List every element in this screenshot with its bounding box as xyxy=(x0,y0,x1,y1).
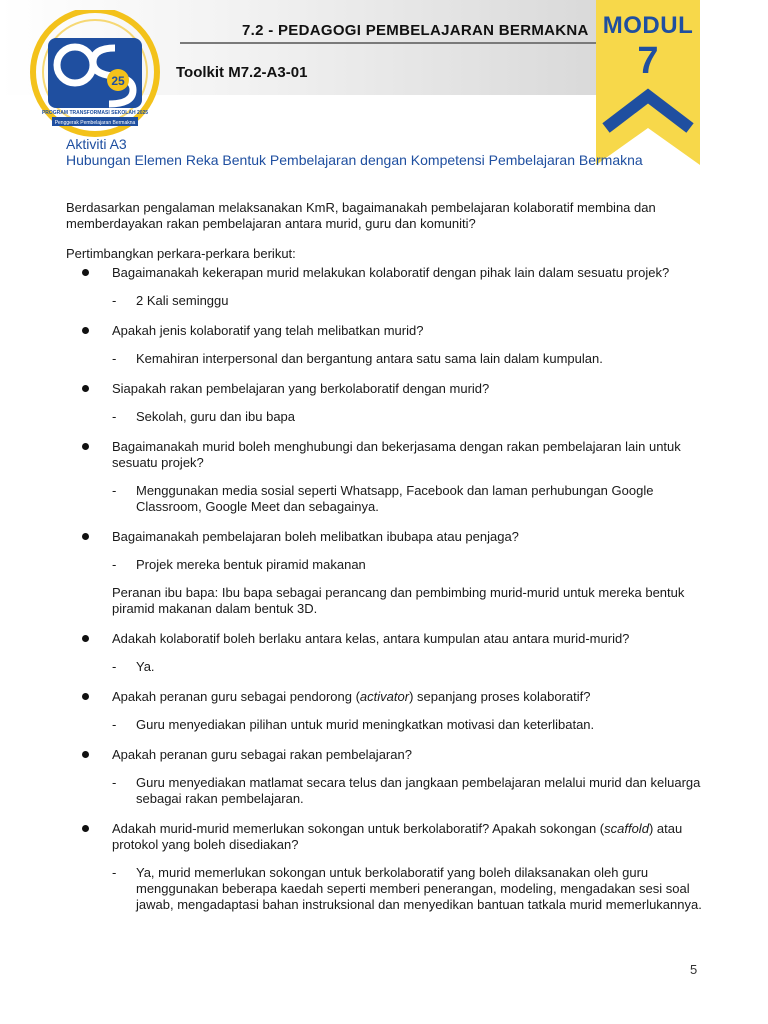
answer-note: Peranan ibu bapa: Ibu bapa sebagai perancang dan pembimbing murid-murid untuk mereka bentuk piramid makanan dalam bentuk 3D. xyxy=(112,585,685,616)
header-divider xyxy=(180,42,600,44)
question-text: Apakah peranan guru sebagai pendorong ( xyxy=(112,689,360,704)
question-text: ) sepanjang proses kolaboratif? xyxy=(409,689,591,704)
bullet-icon xyxy=(82,751,89,758)
question xyxy=(66,529,706,545)
logo-number: 25 xyxy=(111,74,125,88)
dash-marker: - xyxy=(112,409,117,424)
answer xyxy=(66,293,706,309)
dash-marker: - xyxy=(112,865,117,880)
document-body xyxy=(66,200,706,927)
intro-text: Berdasarkan pengalaman melaksanakan xyxy=(66,200,306,215)
bullet-icon xyxy=(82,385,89,392)
intro-text: , bagaimanakah xyxy=(334,200,431,215)
answer-text: Guru menyediakan matlamat secara telus dan jangkaan pembelajaran melalui murid dan keluarga sebagai rakan pembelajaran. xyxy=(136,775,701,806)
answer xyxy=(66,717,706,733)
answer xyxy=(66,659,706,675)
question xyxy=(66,265,706,281)
question xyxy=(66,747,706,763)
intro-term-kolaboratif: pembelajaran kolaboratif xyxy=(430,200,574,215)
question-text: Apakah peranan guru sebagai rakan pembelajaran? xyxy=(112,747,412,762)
consider-heading: Pertimbangkan perkara-perkara berikut: xyxy=(66,246,296,261)
bullet-icon xyxy=(82,533,89,540)
list-item xyxy=(66,381,706,425)
answer xyxy=(66,483,706,515)
question xyxy=(66,323,706,339)
question-text: Bagaimanakah murid boleh menghubungi dan bekerjasama dengan rakan pembelajaran lain untuk sesuatu projek? xyxy=(112,439,681,470)
intro-text: antara murid, guru dan komuniti? xyxy=(281,216,476,231)
bullet-icon xyxy=(82,443,89,450)
answer xyxy=(66,775,706,807)
question xyxy=(66,381,706,397)
question xyxy=(66,439,706,471)
answer-text: Projek mereka bentuk piramid makanan xyxy=(136,557,366,572)
list-item xyxy=(66,529,706,617)
list-item xyxy=(66,439,706,515)
logo-caption-bottom: Penggerak Pembelajaran Bermakna xyxy=(54,120,136,126)
intro-term-kmr: KmR xyxy=(305,200,335,215)
question-text: Adakah murid-murid memerlukan sokongan untuk berkolaboratif? Apakah sokongan ( xyxy=(112,821,605,836)
question xyxy=(66,631,706,647)
answer-text: 2 Kali seminggu xyxy=(136,293,229,308)
question-text: Apakah jenis kolaboratif yang telah melibatkan murid? xyxy=(112,323,424,338)
answer-text: Ya, murid memerlukan sokongan untuk berkolaboratif yang boleh dilaksanakan oleh guru menggunakan beberapa kaedah seperti memberi penerangan, modeling, mengadakan sesi soal jawab, mengadaptasi bahan instruksional dan menyedikan bantuan tatkala murid memerlukannya. xyxy=(136,865,702,912)
answer-text: Guru menyediakan pilihan untuk murid meningkatkan motivasi dan keterlibatan. xyxy=(136,717,595,732)
intro-paragraph xyxy=(66,200,706,232)
answer-text: Kemahiran interpersonal dan bergantung antara satu sama lain dalam kumpulan. xyxy=(136,351,603,366)
question-term: scaffold xyxy=(604,821,649,836)
dash-marker: - xyxy=(112,775,117,790)
list-item xyxy=(66,323,706,367)
program-logo-icon xyxy=(20,10,170,140)
modul-number: 7 xyxy=(637,40,659,82)
dash-marker: - xyxy=(112,293,117,308)
list-item xyxy=(66,821,706,913)
answer xyxy=(66,351,706,367)
answer xyxy=(66,865,706,913)
dash-marker: - xyxy=(112,717,117,732)
answer-text: Menggunakan media sosial seperti Whatsapp, Facebook dan laman perhubungan Google Classroom, Google Meet dan sebagainya. xyxy=(136,483,654,514)
bullet-icon xyxy=(82,269,89,276)
page-number: 5 xyxy=(690,962,698,977)
question-text: Bagaimanakah kekerapan murid melakukan kolaboratif dengan pihak lain dalam sesuatu projek? xyxy=(112,265,670,280)
list-item xyxy=(66,265,706,309)
dash-marker: - xyxy=(112,659,117,674)
question-term: activator xyxy=(359,689,410,704)
modul-label: MODUL xyxy=(602,12,694,39)
answer xyxy=(66,409,706,425)
activity-title: Hubungan Elemen Reka Bentuk Pembelajaran dengan Kompetensi Pembelajaran Bermakna xyxy=(66,152,643,168)
logo-caption-top: PROGRAM TRANSFORMASI SEKOLAH 2025 xyxy=(41,110,149,116)
list-item xyxy=(66,747,706,807)
dash-marker: - xyxy=(112,557,117,572)
question-text: ) atau protokol yang boleh disediakan? xyxy=(112,821,683,852)
question-text: Adakah kolaboratif boleh berlaku antara kelas, antara kumpulan atau antara murid-murid? xyxy=(112,631,630,646)
list-item xyxy=(66,631,706,675)
toolkit-code: Toolkit M7.2-A3-01 xyxy=(176,64,308,81)
question xyxy=(66,689,706,705)
question-text: Siapakah rakan pembelajaran yang berkolaboratif dengan murid? xyxy=(112,381,490,396)
dash-marker: - xyxy=(112,483,117,498)
intro-term-rakan: rakan pembelajaran xyxy=(166,216,282,231)
question-text: Bagaimanakah pembelajaran boleh melibatkan ibubapa atau penjaga? xyxy=(112,529,519,544)
bullet-icon xyxy=(82,327,89,334)
question xyxy=(66,821,706,853)
answer-text: Sekolah, guru dan ibu bapa xyxy=(136,409,296,424)
dash-marker: - xyxy=(112,351,117,366)
answer xyxy=(66,557,706,573)
bullet-icon xyxy=(82,693,89,700)
bullet-icon xyxy=(82,825,89,832)
intro-text: membina dan memberdayakan xyxy=(66,200,656,231)
list-item xyxy=(66,689,706,733)
header-title: 7.2 - PEDAGOGI PEMBELAJARAN BERMAKNA xyxy=(242,22,589,39)
activity-label: Aktiviti A3 xyxy=(66,136,127,152)
bullet-icon xyxy=(82,635,89,642)
answer-text: Ya. xyxy=(136,659,155,674)
